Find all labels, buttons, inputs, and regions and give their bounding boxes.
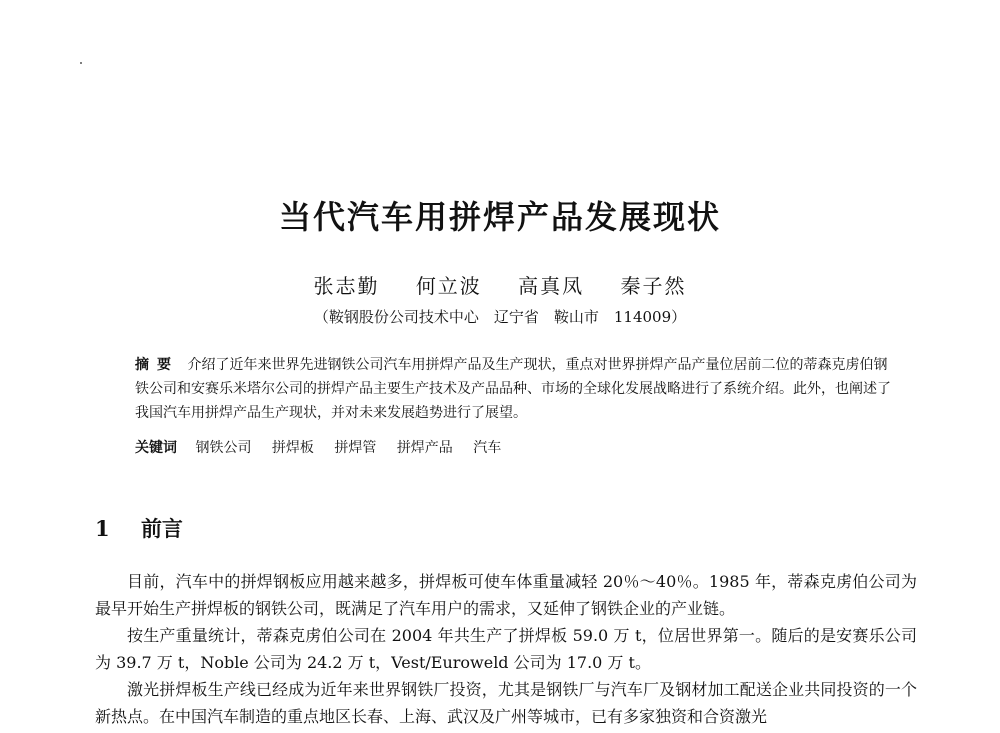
author-name: 张志勤: [313, 274, 380, 298]
section-title: 前言: [140, 517, 183, 541]
keywords: [135, 437, 517, 457]
keyword: 汽车: [473, 440, 502, 456]
author-name: 高真凤: [518, 274, 585, 298]
paragraph: 按生产重量统计，蒂森克虏伯公司在 2004 年共生产了拼焊板 59.0 万 t，位居世界第一。随后的是安赛乐公司为 39.7 万 t，Noble 公司为 24.2 万 t，Vest/Euroweld 公司为 17.0 万 t。: [95, 626, 917, 672]
body-text: [95, 568, 917, 730]
keyword: 拼焊板: [271, 440, 314, 456]
affiliation: （鞍钢股份公司技术中心 辽宁省 鞍山市 114009）: [313, 308, 687, 326]
section-heading: [95, 513, 183, 543]
abstract-text: 介绍了近年来世界先进钢铁公司汽车用拼焊产品及生产现状，重点对世界拼焊产品产量位居前二位的蒂森克虏伯钢铁公司和安赛乐米塔尔公司的拼焊产品主要生产技术及产品品种、市场的全球化发展战略进行了系统介绍。此外，也阐述了我国汽车用拼焊产品生产现状，并对未来发展趋势进行了展望。: [135, 357, 891, 421]
abstract: [135, 353, 895, 425]
keyword: 拼焊管: [334, 440, 377, 456]
keyword: 拼焊产品: [396, 440, 453, 456]
paragraph: 激光拼焊板生产线已经成为近年来世界钢铁厂投资，尤其是钢铁厂与汽车厂及钢材加工配送企业共同投资的一个新热点。在中国汽车制造的重点地区长春、上海、武汉及广州等城市，已有多家独资和合资激光: [95, 680, 917, 726]
abstract-label: 摘要: [135, 357, 179, 373]
scan-speck: [80, 62, 82, 64]
author-list: [0, 270, 1000, 299]
section-number: 1: [95, 516, 110, 541]
paragraph: 目前，汽车中的拼焊钢板应用越来越多，拼焊板可使车体重量减轻 20％～40％。1985 年，蒂森克虏伯公司为最早开始生产拼焊板的钢铁公司，既满足了汽车用户的需求，又延伸了钢铁企业的产业链。: [95, 572, 917, 618]
paper-title: 当代汽车用拼焊产品发展现状: [278, 198, 721, 236]
author-name: 何立波: [415, 274, 482, 298]
author-name: 秦子然: [620, 274, 687, 298]
keywords-label: 关键词: [135, 440, 177, 456]
keyword: 钢铁公司: [195, 440, 252, 456]
